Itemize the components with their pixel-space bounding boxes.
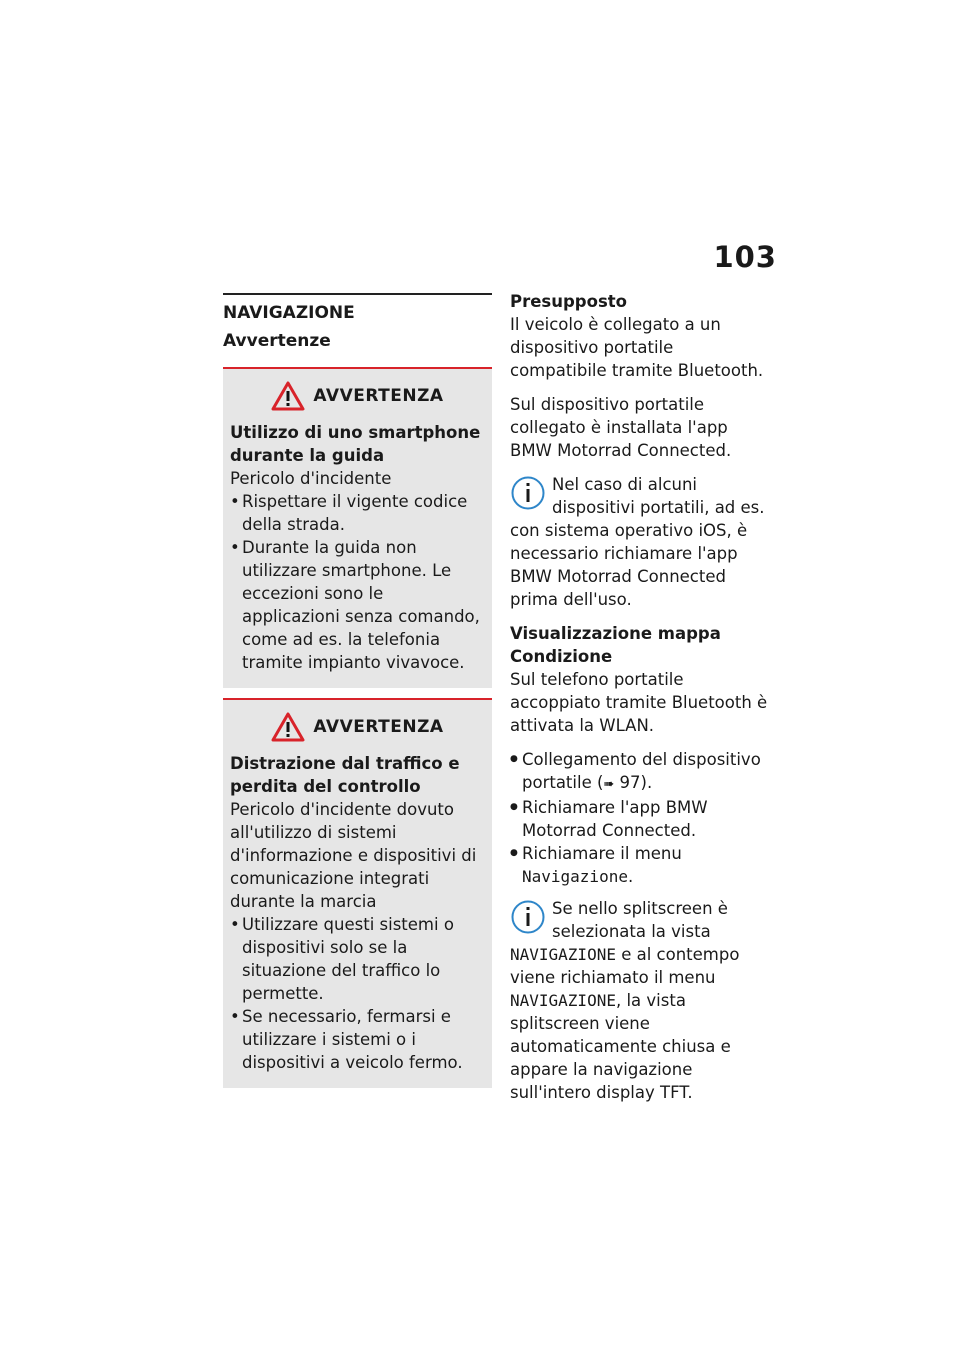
warning-triangle-icon xyxy=(271,712,305,742)
warning-bullets xyxy=(230,913,485,1074)
info-icon xyxy=(510,899,546,939)
warning-hazard: Pericolo d'incidente xyxy=(230,469,392,488)
list-item: • Rispettare il vigente codice della strada. xyxy=(230,490,485,536)
warning-header xyxy=(230,712,485,742)
warning-triangle-icon xyxy=(271,381,305,411)
info-note-splitscreen xyxy=(510,897,772,1104)
info-icon xyxy=(510,475,546,515)
condizione-text: Sul telefono portatile accoppiato tramite Bluetooth è attivata la WLAN. xyxy=(510,670,768,735)
arrow-right-icon: ➠ xyxy=(603,777,615,792)
presupposto-heading: Presupposto xyxy=(510,292,627,311)
list-item: • Utilizzare questi sistemi o dispositivi solo se la situazione del traffico lo permette. xyxy=(230,913,485,1005)
visualizzazione-block xyxy=(510,622,772,737)
step-text: Richiamare il menu xyxy=(522,844,682,863)
step-text: Collegamento del dispositivo portatile ( xyxy=(522,750,761,792)
list-item xyxy=(510,748,772,796)
page-number: 103 xyxy=(713,240,777,274)
warning-title: Utilizzo di uno smartphone durante la guida xyxy=(230,423,481,465)
warning-bullets xyxy=(230,490,485,674)
page-ref-link[interactable]: 97). xyxy=(614,773,653,792)
view-name: NAVIGAZIONE xyxy=(510,945,616,964)
list-item: • Se necessario, fermarsi e utilizzare i sistemi o i dispositivi a veicolo fermo. xyxy=(230,1005,485,1074)
presupposto-text: Il veicolo è collegato a un dispositivo portatile compatibile tramite Bluetooth. xyxy=(510,315,764,380)
info-note-body: con sistema operativo iOS, è necessario richiamare l'app BMW Motorrad Connected prima dell'uso. xyxy=(510,521,748,609)
note-text: e al contempo viene richiamato il menu xyxy=(510,945,740,987)
step-end: . xyxy=(627,867,634,886)
warning-label: AVVERTENZA xyxy=(313,386,444,406)
presupposto-block xyxy=(510,290,772,382)
sub-title: Avvertenze xyxy=(223,331,331,351)
info-note-first-line: Nel caso di alcuni dispositivi portatili, ad es. xyxy=(552,475,765,517)
warning-box-distraction xyxy=(223,698,492,1088)
info-note-first-line: Se nello splitscreen è selezionata la vista xyxy=(552,899,728,941)
steps-list xyxy=(510,748,772,888)
menu-name: NAVIGAZIONE xyxy=(510,991,616,1010)
warning-box-smartphone xyxy=(223,367,492,688)
left-column xyxy=(223,293,492,1088)
warning-header xyxy=(230,381,485,411)
right-column xyxy=(510,290,772,1104)
list-item: • Durante la guida non utilizzare smartphone. Le eccezioni sono le applicazioni senza comando, come ad es. la telefonia tramite impianto vivavoce. xyxy=(230,536,485,674)
note-text: , la vista splitscreen viene automaticamente chiusa e appare la navigazione sull'intero display TFT. xyxy=(510,991,731,1102)
warning-title: Distrazione dal traffico e perdita del controllo xyxy=(230,754,460,796)
condizione-heading: Condizione xyxy=(510,647,613,666)
info-note-ios xyxy=(510,473,772,611)
list-item: ● Richiamare l'app BMW Motorrad Connected. xyxy=(510,796,772,842)
visualizzazione-heading: Visualizzazione mappa xyxy=(510,624,721,643)
warning-hazard: Pericolo d'incidente dovuto all'utilizzo di sistemi d'informazione e dispositivi di comunicazione integrati durante la marcia xyxy=(230,800,477,911)
section-title: NAVIGAZIONE xyxy=(223,303,355,323)
warning-label: AVVERTENZA xyxy=(313,717,444,737)
list-item xyxy=(510,842,772,888)
info-note-body xyxy=(510,943,772,1104)
section-header xyxy=(223,293,492,353)
menu-name: Navigazione xyxy=(522,867,628,886)
app-installed-text: Sul dispositivo portatile collegato è installata l'app BMW Motorrad Connected. xyxy=(510,395,732,460)
